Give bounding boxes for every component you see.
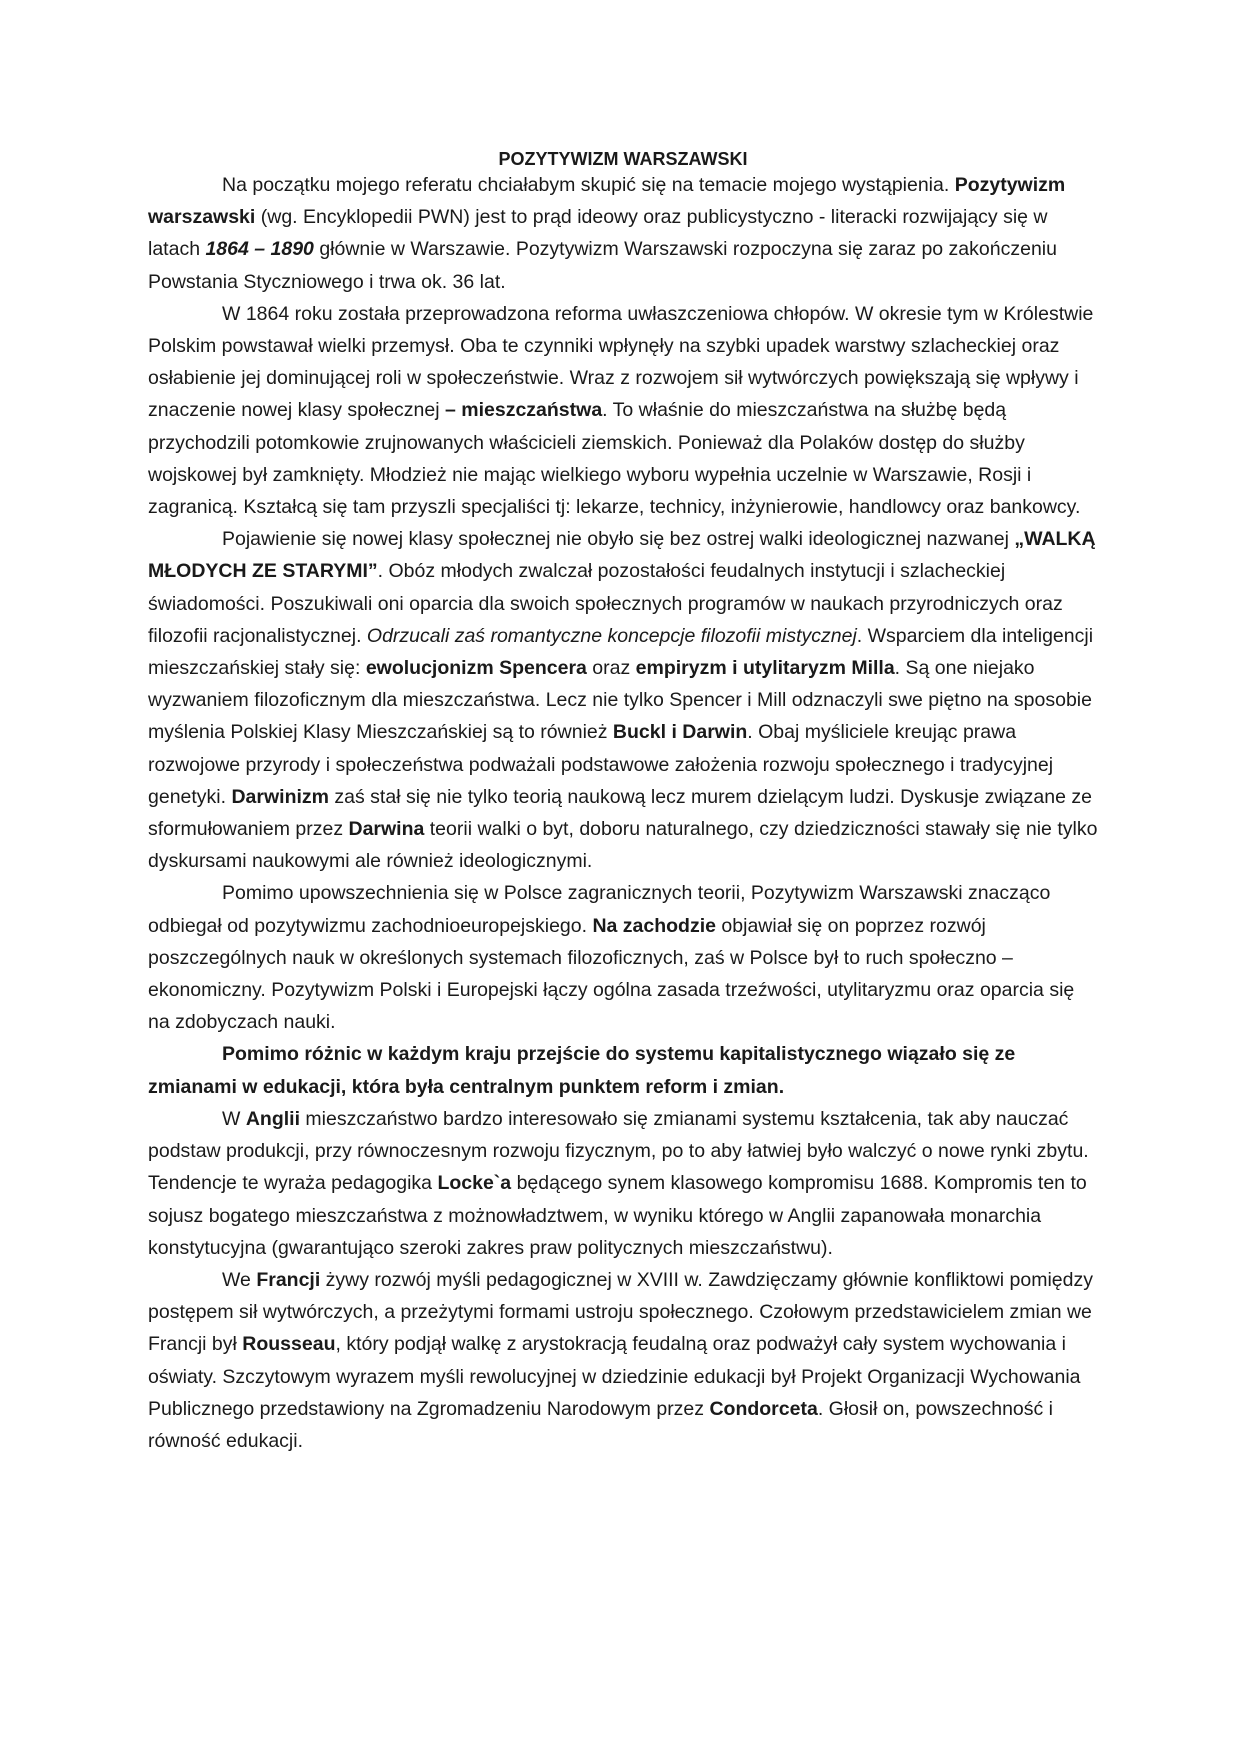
paragraph-5 <box>148 1038 1098 1102</box>
paragraph-6 <box>148 1103 1098 1264</box>
text-run: Rousseau <box>242 1333 336 1356</box>
paragraph-7 <box>148 1264 1098 1457</box>
text-run: . Głosił on, powszechność i równość edukacji. <box>148 1397 1054 1452</box>
text-run: W <box>222 1107 246 1130</box>
paragraph-3 <box>148 523 1098 877</box>
text-run: . Obaj myśliciele kreując prawa rozwojowe przyrody i społeczeństwa podważali podstawowe założenia rozwoju społecznego i tradycyjnej genetyki. <box>148 721 1054 808</box>
paragraph-2 <box>148 298 1098 523</box>
text-run: Locke`a <box>437 1172 512 1195</box>
paragraph-1 <box>148 169 1098 298</box>
text-run: empiryzm i utylitaryzm Milla <box>635 657 895 680</box>
text-run: Buckl i Darwin <box>612 721 748 744</box>
text-run: mieszczaństwo bardzo interesowało się zmianami systemu kształcenia, tak aby nauczać podstaw produkcji, przy równoczesnym rozwoju fizycznym, po to aby łatwiej było walczyć o nowe rynki zbytu. Tendencje te wyraża pedagogika <box>148 1107 1089 1195</box>
text-run: – mieszczaństwa <box>445 399 603 422</box>
paragraph-4 <box>148 877 1098 1038</box>
text-run: żywy rozwój myśli pedagogicznej w XVIII w. Zawdzięczamy głównie konfliktowi pomiędzy postępem sił wytwórczych, a przeżytymi formami ustroju społecznego. Czołowym przedstawicielem zmian we Francji był <box>148 1268 1093 1356</box>
text-run: Na zachodzie <box>592 914 716 937</box>
text-run: zaś stał się nie tylko teorią naukową lecz murem dzielącym ludzi. Dyskusje związane ze sformułowaniem przez <box>148 785 1092 841</box>
text-run: Na początku mojego referatu chciałabym skupić się na temacie mojego wystąpienia. <box>222 174 955 196</box>
text-run: . Wsparciem dla inteligencji mieszczańskiej stały się: <box>148 624 1094 680</box>
text-run: W 1864 roku została przeprowadzona reforma uwłaszczeniowa chłopów. W okresie tym w Królestwie Polskim powstawał wielki przemysł. Oba te czynniki wpłynęły na szybki upadek warstwy szlacheckiej oraz osłabienie jej dominującej roli w społeczeństwie. Wraz z rozwojem sił wytwórczych powiększają się wpływy i znaczenie nowej klasy społecznej <box>148 302 1094 422</box>
text-run: Pozytywizm warszawski <box>148 174 1066 229</box>
text-run: Anglii <box>245 1107 300 1130</box>
text-run: (wg. Encyklopedii PWN) jest to prąd ideowy oraz publicystyczno - literacki rozwijający się w latach <box>148 206 1048 261</box>
document-body <box>148 169 1098 1457</box>
text-run: Darwina <box>348 818 425 841</box>
text-run: Pomimo różnic w każdym kraju przejście do systemu kapitalistycznego wiązało się ze zmianami w edukacji, która była centralnym punktem reform i zmian. <box>148 1043 1016 1098</box>
text-run: We <box>222 1268 257 1291</box>
text-run: . Są one niejako wyzwaniem filozoficznym dla mieszczaństwa. Lecz nie tylko Spencer i Mill odznaczyli swe piętno na sposobie myślenia Polskiej Klasy Mieszczańskiej są to również <box>148 657 1092 744</box>
text-run: będącego synem klasowego kompromisu 1688. Kompromis ten to sojusz bogatego mieszczaństwa z możnowładztwem, w wyniku którego w Anglii zapanowała monarchia konstytucyjna (gwarantująco szeroki zakres praw politycznych mieszczaństwu). <box>148 1172 1087 1259</box>
text-run: Francji <box>256 1268 321 1291</box>
text-run: ewolucjonizm Spencera <box>365 657 587 680</box>
text-run: 1864 – 1890 <box>205 238 314 261</box>
text-run: Pojawienie się nowej klasy społecznej nie obyło się bez ostrej walki ideologicznej nazwanej <box>222 528 1015 551</box>
text-run: „WALKĄ MŁODYCH ZE STARYMI” <box>148 528 1096 583</box>
text-run: objawiał się on poprzez rozwój poszczególnych nauk w określonych systemach filozoficznych, zaś w Polsce był to ruch społeczno – ekonomiczny. Pozytywizm Polski i Europejski łączy ogólna zasada trzeźwości, utylitaryzmu oraz oparcia się na zdobyczach nauki. <box>148 914 1075 1034</box>
text-run: . To właśnie do mieszczaństwa na służbę będą przychodzili potomkowie zrujnowanych właścicieli ziemskich. Ponieważ dla Polaków dostęp do służby wojskowej był zamknięty. Młodzież nie mając wielkiego wyboru wypełnia uczelnie w Warszawie, Rosji i zagranicą. Kształcą się tam przyszli specjaliści tj: lekarze, technicy, inżynierowie, handlowcy oraz bankowcy. <box>148 399 1081 519</box>
text-run: Condorceta <box>709 1397 818 1420</box>
document-page <box>148 143 1098 1457</box>
text-run: , który podjął walkę z arystokracją feudalną oraz podważył cały system wychowania i oświaty. Szczytowym wyrazem myśli rewolucyjnej w dziedzinie edukacji był Projekt Organizacji Wychowania Publicznego przedstawiony na Zgromadzeniu Narodowym przez <box>148 1333 1081 1420</box>
text-run: oraz <box>586 657 636 680</box>
text-run: Pomimo upowszechnienia się w Polsce zagranicznych teorii, Pozytywizm Warszawski znacząco odbiegał od pozytywizmu zachodnioeuropejskiego. <box>148 882 1051 937</box>
text-run: Odrzucali zaś romantyczne koncepcje filozofii mistycznej <box>366 624 857 647</box>
document-title: POZYTYWIZM WARSZAWSKI <box>498 149 748 169</box>
text-run: teorii walki o byt, doboru naturalnego, czy dziedziczności stawały się nie tylko dyskursami naukowymi ale również ideologicznymi. <box>148 818 1098 873</box>
text-run: głównie w Warszawie. Pozytywizm Warszawski rozpoczyna się zaraz po zakończeniu Powstania Styczniowego i trwa ok. 36 lat. <box>148 238 1057 293</box>
text-run: . Obóz młodych zwalczał pozostałości feudalnych instytucji i szlacheckiej świadomości. Poszukiwali oni oparcia dla swoich społecznych programów w naukach przyrodniczych oraz filozofii racjonalistycznej. <box>148 560 1063 647</box>
text-run: Darwinizm <box>231 785 329 808</box>
